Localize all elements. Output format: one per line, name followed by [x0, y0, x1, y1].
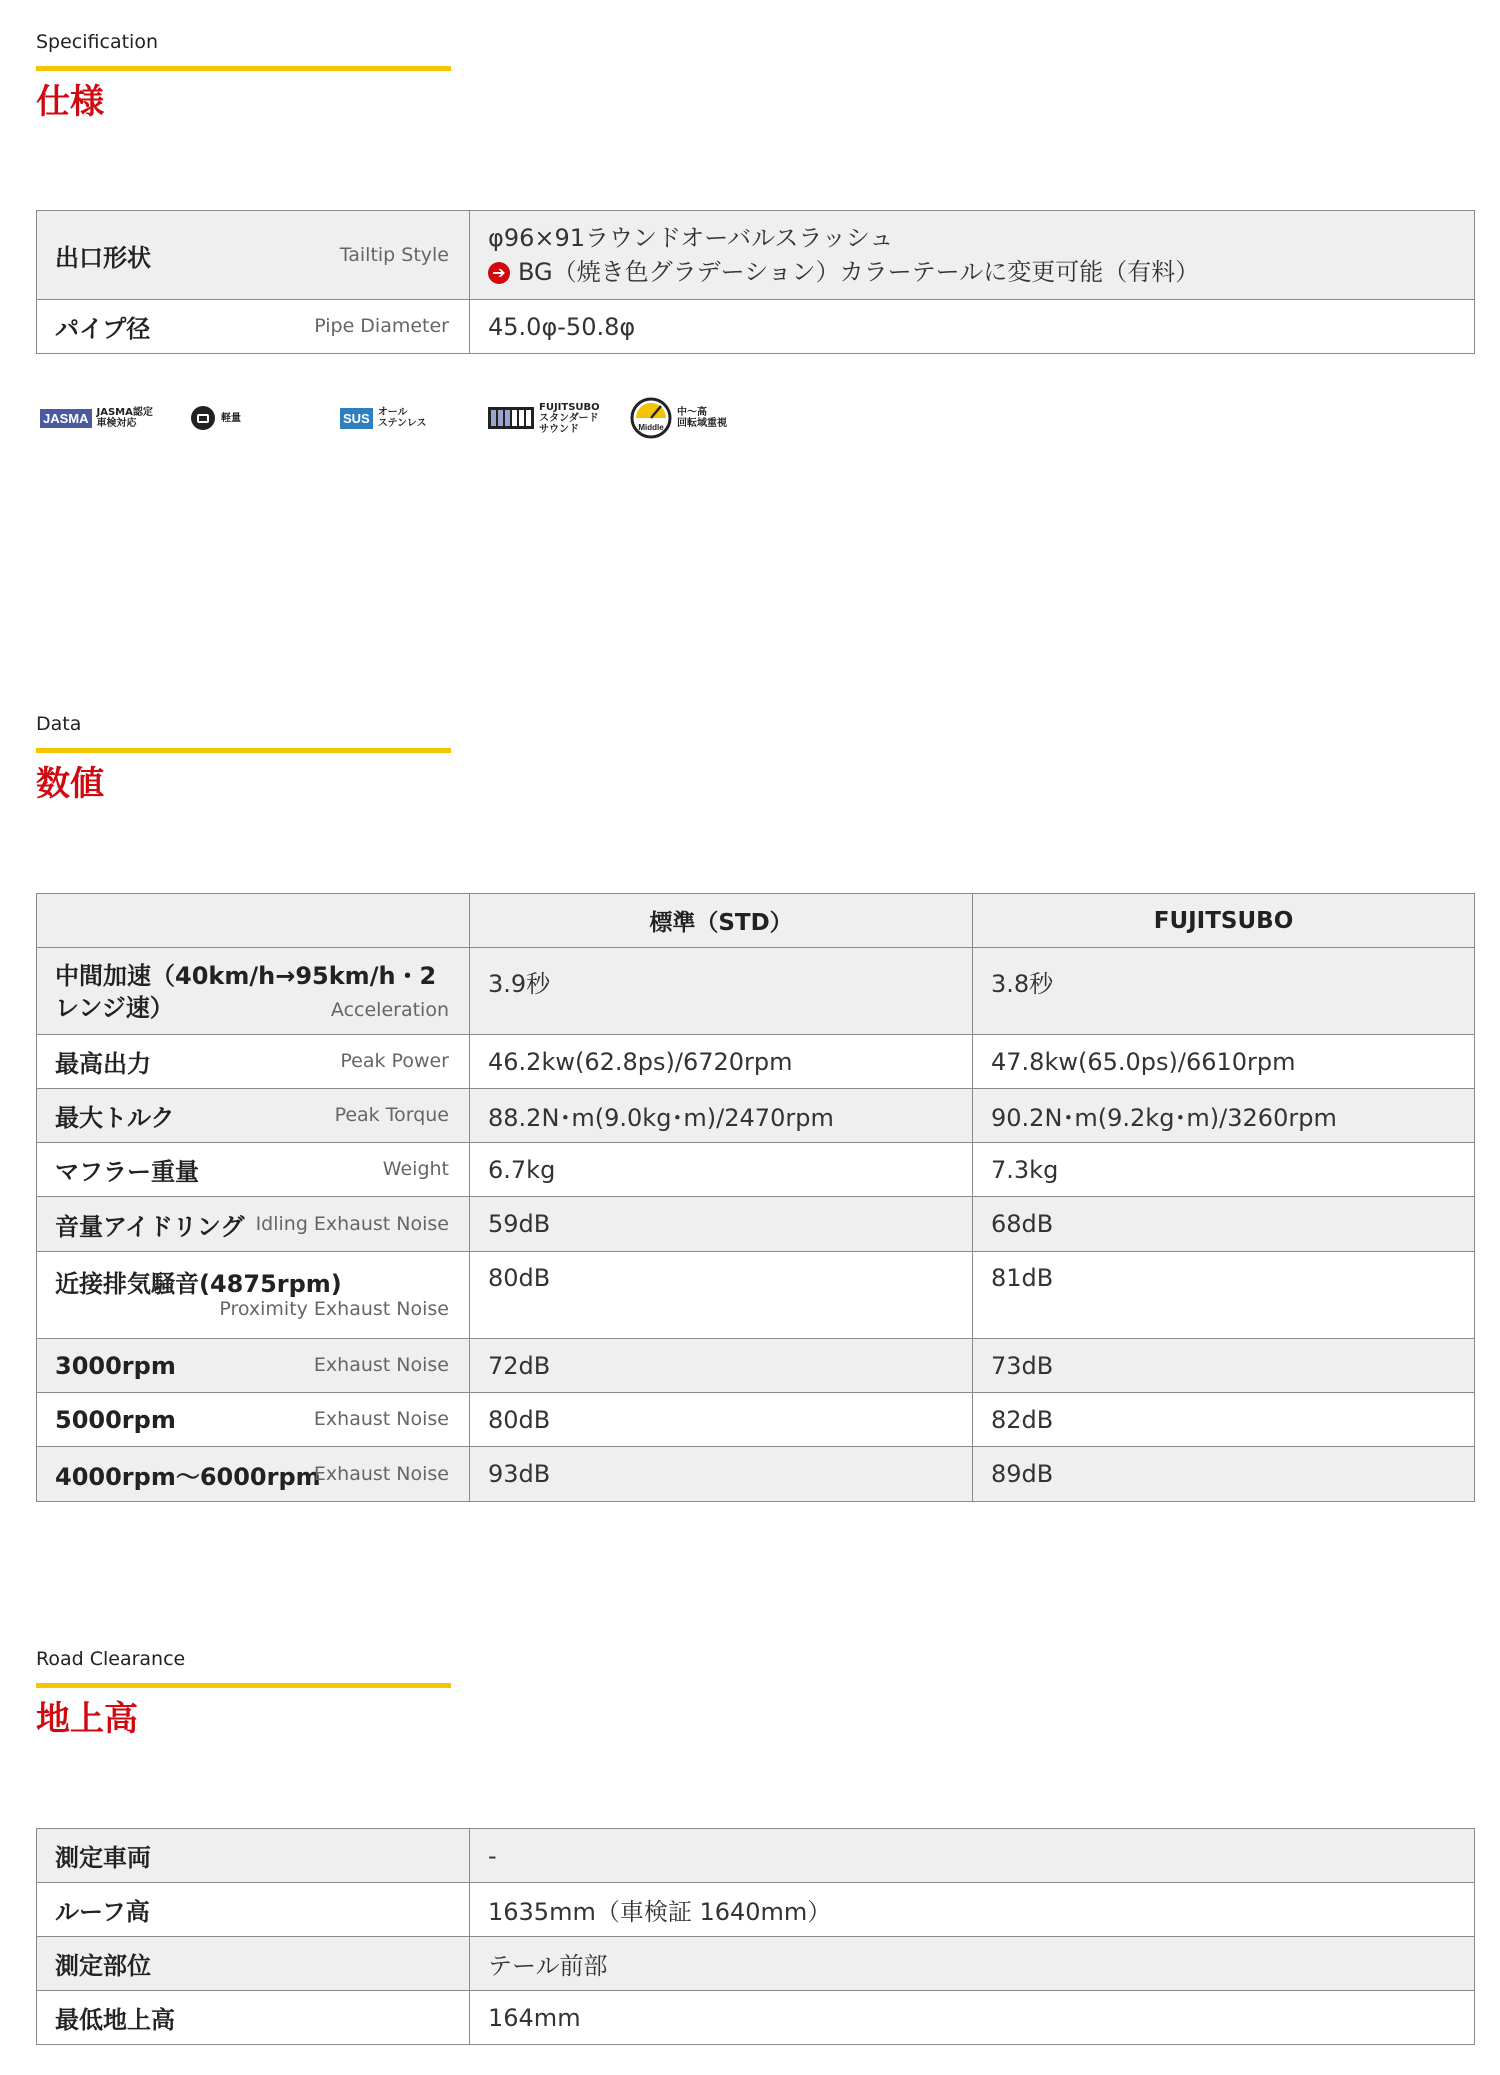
section-jp-title: 数値 — [36, 764, 104, 804]
label-jp: 最高出力 — [55, 1050, 151, 1078]
spec-section-heading — [36, 31, 1475, 122]
section-underline — [36, 1683, 451, 1688]
table-row — [37, 1197, 1475, 1252]
fujitsubo-value: 7.3kg — [973, 1143, 1475, 1197]
section-jp-title: 仕様 — [36, 82, 104, 122]
table-row — [37, 300, 1475, 354]
std-value: 93dB — [470, 1447, 973, 1502]
std-value: 80dB — [470, 1393, 973, 1447]
row-value: テール前部 — [470, 1937, 1475, 1991]
section-jp-title: 地上高 — [36, 1699, 138, 1739]
label-jp: 測定部位 — [55, 1952, 151, 1980]
std-value: 3.9秒 — [470, 948, 973, 1035]
fujitsubo-value: 47.8kw(65.0ps)/6610rpm — [973, 1035, 1475, 1089]
feature-caption: オール ステンレス — [377, 407, 427, 429]
row-label — [37, 1339, 470, 1393]
lightweight-icon — [190, 405, 216, 431]
row-value: 1635mm（車検証 1640mm） — [470, 1883, 1475, 1937]
section-en-title: Road Clearance — [36, 1648, 186, 1670]
row-label — [37, 1447, 470, 1502]
svg-text:Middle: Middle — [638, 423, 664, 432]
table-row — [37, 1393, 1475, 1447]
table-row — [37, 1143, 1475, 1197]
label-en: Proximity Exhaust Noise — [219, 1298, 449, 1320]
table-row — [37, 1447, 1475, 1502]
table-row — [37, 1089, 1475, 1143]
section-en-title: Data — [36, 713, 82, 735]
road-section-heading — [36, 1648, 1475, 1739]
label-en: Exhaust Noise — [313, 1463, 449, 1485]
label-jp: 最低地上高 — [55, 2006, 175, 2034]
header-cell — [37, 894, 470, 948]
row-label — [37, 1937, 470, 1991]
standard-sound-feature — [488, 393, 600, 443]
fujitsubo-value: 68dB — [973, 1197, 1475, 1252]
std-value: 80dB — [470, 1252, 973, 1339]
label-jp: 音量アイドリング — [55, 1212, 245, 1241]
row-value: 164mm — [470, 1991, 1475, 2045]
std-value: 59dB — [470, 1197, 973, 1252]
label-en: Weight — [382, 1158, 449, 1180]
label-en: Peak Power — [340, 1050, 449, 1072]
label-en: Exhaust Noise — [313, 1408, 449, 1430]
label-jp: ルーフ高 — [55, 1898, 150, 1926]
fujitsubo-value: 73dB — [973, 1339, 1475, 1393]
row-label — [37, 1143, 470, 1197]
std-value: 72dB — [470, 1339, 973, 1393]
table-row — [37, 1937, 1475, 1991]
row-label — [37, 1089, 470, 1143]
sound-level-icon — [488, 407, 534, 429]
table-row — [37, 948, 1475, 1035]
label-en: Acceleration — [330, 999, 449, 1021]
fujitsubo-value: 82dB — [973, 1393, 1475, 1447]
data-section-heading — [36, 713, 1475, 804]
label-en: Pipe Diameter — [314, 315, 449, 337]
label-jp: 4000rpm～6000rpm — [55, 1462, 321, 1491]
section-en-title: Specification — [36, 31, 158, 53]
sus-feature — [340, 393, 426, 443]
table-row — [37, 1991, 1475, 2045]
header-cell-fujitsubo: FUJITSUBO — [973, 894, 1475, 948]
lightweight-feature — [190, 393, 241, 443]
label-jp: 3000rpm — [55, 1351, 176, 1380]
row-value: 45.0φ-50.8φ — [470, 300, 1475, 354]
jasma-badge-icon: JASMA — [40, 409, 92, 428]
sus-badge-icon: SUS — [340, 408, 373, 429]
feature-caption: 軽量 — [221, 412, 241, 424]
fujitsubo-value: 3.8秒 — [973, 948, 1475, 1035]
spec-table — [36, 210, 1475, 354]
color-option-text: BG（焼き色グラデーション）カラーテールに変更可能（有料） — [518, 258, 1200, 286]
row-label — [37, 300, 470, 354]
section-underline — [36, 748, 451, 753]
feature-caption: 中～高 回転域重視 — [677, 407, 727, 429]
feature-badges — [40, 393, 760, 443]
row-label — [37, 1829, 470, 1883]
row-value — [470, 211, 1475, 300]
fujitsubo-value: 81dB — [973, 1252, 1475, 1339]
label-jp: パイプ径 — [55, 315, 151, 343]
road-clearance-table — [36, 1828, 1475, 2045]
header-cell-std: 標準（STD） — [470, 894, 973, 948]
section-underline — [36, 66, 451, 71]
value-line-link[interactable] — [488, 255, 1456, 289]
row-label — [37, 1197, 470, 1252]
table-row — [37, 1035, 1475, 1089]
std-value: 46.2kw(62.8ps)/6720rpm — [470, 1035, 973, 1089]
fujitsubo-value: 89dB — [973, 1447, 1475, 1502]
row-label — [37, 1252, 470, 1339]
label-en: Peak Torque — [334, 1104, 449, 1126]
arrow-right-icon: ➔ — [488, 262, 510, 284]
row-label — [37, 1883, 470, 1937]
label-en: Exhaust Noise — [313, 1354, 449, 1376]
row-label — [37, 1393, 470, 1447]
std-value: 88.2N･m(9.0kg･m)/2470rpm — [470, 1089, 973, 1143]
feature-caption: JASMA認定 車検対応 — [96, 407, 153, 429]
table-row — [37, 1252, 1475, 1339]
fujitsubo-value: 90.2N･m(9.2kg･m)/3260rpm — [973, 1089, 1475, 1143]
std-value: 6.7kg — [470, 1143, 973, 1197]
table-row — [37, 1339, 1475, 1393]
table-row — [37, 1883, 1475, 1937]
row-label — [37, 1035, 470, 1089]
feature-caption: FUJITSUBO スタンダード サウンド — [539, 401, 600, 435]
label-jp: 中間加速（40km/h→95km/h・2レンジ速） — [55, 962, 437, 1022]
row-label — [37, 211, 470, 300]
table-row — [37, 1829, 1475, 1883]
label-jp: 5000rpm — [55, 1405, 176, 1434]
label-en: Idling Exhaust Noise — [255, 1213, 449, 1235]
label-jp: 出口形状 — [55, 243, 151, 272]
label-jp: 測定車両 — [55, 1844, 151, 1872]
label-jp: 近接排気騒音(4875rpm) — [55, 1270, 342, 1298]
jasma-feature — [40, 393, 153, 443]
label-en: Tailtip Style — [339, 244, 449, 266]
table-row — [37, 211, 1475, 300]
data-table — [36, 893, 1475, 1502]
row-label — [37, 948, 470, 1035]
middle-rpm-gauge-icon — [630, 397, 672, 439]
row-value: - — [470, 1829, 1475, 1883]
label-jp: 最大トルク — [55, 1104, 175, 1132]
middle-rpm-feature — [630, 393, 727, 443]
value-line: φ96×91ラウンドオーバルスラッシュ — [488, 224, 894, 252]
table-header-row — [37, 894, 1475, 948]
label-jp: マフラー重量 — [55, 1158, 199, 1186]
row-label — [37, 1991, 470, 2045]
